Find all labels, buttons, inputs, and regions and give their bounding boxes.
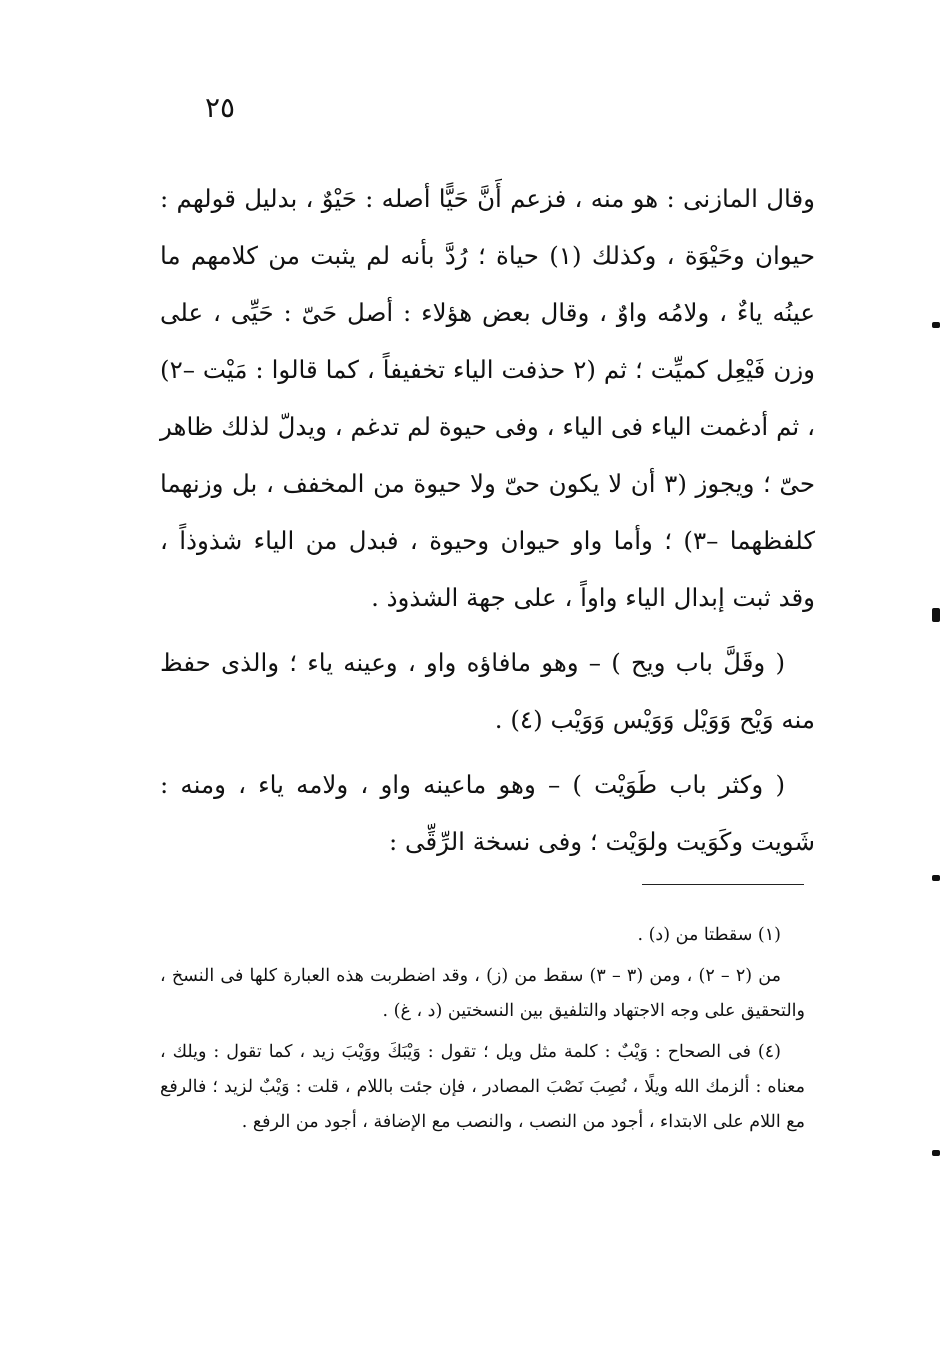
scan-edge-mark <box>932 322 940 328</box>
footnote: (١) سقطتا من (د) . <box>637 925 781 945</box>
paragraph: وقال المازنى : هو منه ، فزعم أَنَّ حَيًّا أصله : حَيْوٌ ، بدليل قولهم : حيوان وحَيْوَة ، وكذلك (١) حياة ؛ رُدَّ بأنه لم يثبت من كلامهم ما عينُه ياءٌ ، ولامُه واوٌ ، وقال بعض هؤلاء : أصل حَىّ : حَيِّى ، على وزن فَيْعِل كميِّت ؛ ثم (٢ حذفت الياء تخفيفاً ، كما قالوا : مَيْت –٢) ، ثم أدغمت الياء فى الياء ، وفى حيوة لم تدغم ، ويدلّ لذلك ظاهر حىّ ؛ ويجوز (٣ أن لا يكون حىّ ولا حيوة من المخفف ، بل وزنهما كلفظهما –٣) ؛ وأما واو حيوان وحيوة ، فبدل من الياء شذوذاً ، وقد ثبت إبدال الياء واواً ، على جهة الشذوذ . <box>160 184 815 612</box>
footnote: (٤) فى الصحاح : وَيْبٌ : كلمة مثل ويل ؛ تقول : وَيْبَكَ ووَيْبَ زيد ، كما تقول : ويلك ، معناه : ألزمك الله ويلًا ، نُصِبَ نَصْبَ المصادر ، فإن جئت باللام ، قلت : وَيْبٌ لزيد ؛ فالرفع مع اللام على الابتداء ، أجود من النصب ، والنصب مع الإضافة ، أجود من الرفع . <box>160 1042 805 1132</box>
paragraph: ( وقَلَّ باب ويح ) – وهو مافاؤه واو ، وعينه ياء ؛ والذى حفظ منه وَيْح وَوَيْل وَوَيْس وَوَيْب (٤) . <box>160 648 815 734</box>
scan-edge-mark <box>932 875 940 881</box>
footnotes <box>160 918 805 1146</box>
footnote: من (٢ – ٢) ، ومن (٣ – ٣) سقط من (ز) ، وقد اضطربت هذه العبارة كلها فى النسخ ، والتحقيق على وجه الاجتهاد والتلفيق بين النسختين (د ، غ) . <box>160 966 805 1021</box>
page-number: ٢٥ <box>204 91 236 124</box>
paragraph: ( وكثر باب طَوَيْت ) – وهو ماعينه واو ، ولامه ياء ، ومنه : شَويت وكَوَيت ولوَيْت ؛ وفى نسخة الرِّقِّى : <box>160 770 815 856</box>
scan-edge-mark <box>932 608 940 622</box>
main-text <box>160 170 815 878</box>
footnote-divider <box>642 884 804 885</box>
scan-edge-mark <box>932 1150 940 1156</box>
